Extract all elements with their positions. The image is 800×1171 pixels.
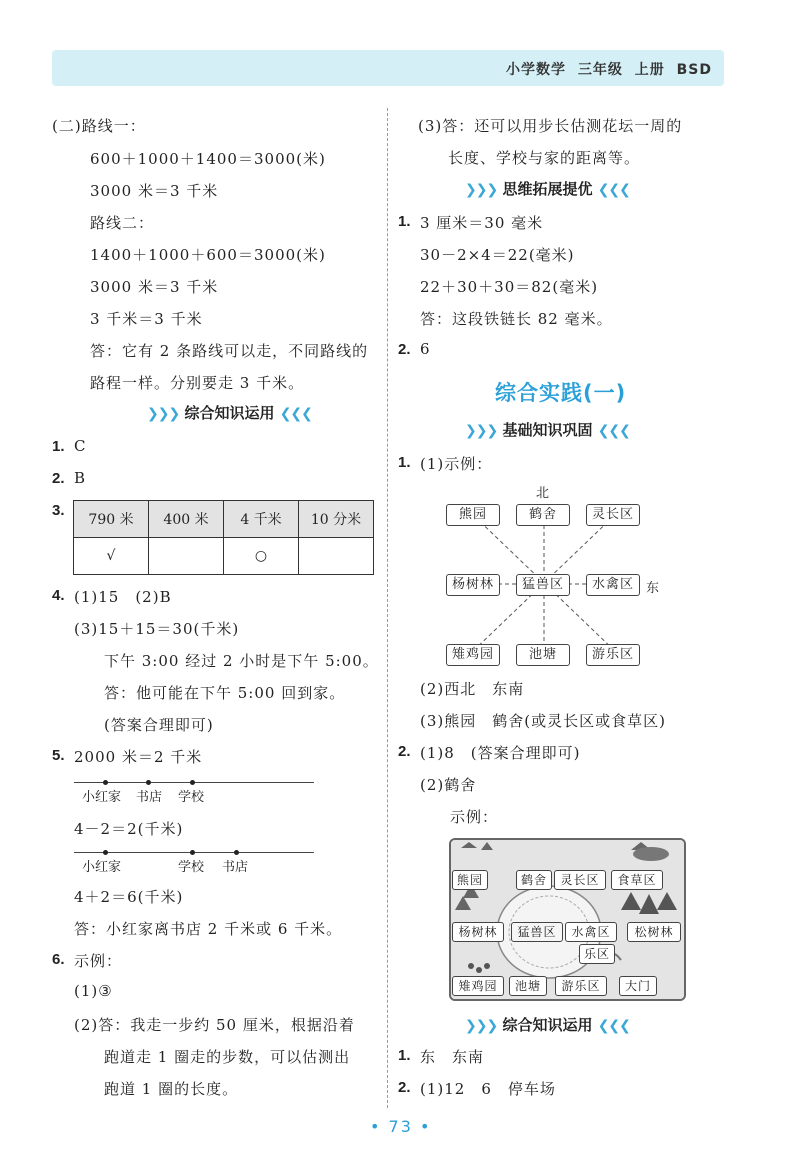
- q6-line3: (2)答：我走一步约 50 厘米，根据沿着: [74, 1016, 355, 1034]
- section-title-text: 综合知识运用: [184, 404, 275, 422]
- s3-q1-number: 1.: [398, 1047, 411, 1064]
- map-label: 大门: [619, 976, 657, 996]
- s1-q1-number: 1.: [398, 213, 411, 230]
- arrow-left-icon: ❮❮❮: [279, 406, 312, 422]
- grid-box: 灵长区: [586, 504, 640, 526]
- q4-line4: 答：他可能在下午 5:00 回到家。: [104, 684, 346, 702]
- grid-box: 杨树林: [446, 574, 500, 596]
- map-label: 鹤舍: [516, 870, 552, 890]
- s3-q2-answer: (1)12 6 停车场: [420, 1080, 556, 1098]
- compass-east: 东: [646, 581, 660, 596]
- header-subject: 小学数学: [506, 62, 566, 78]
- s2-q2-line1: (1)8 (答案合理即可): [420, 744, 581, 762]
- grid-box: 猛兽区: [516, 574, 570, 596]
- table-header: 400 米: [149, 501, 224, 538]
- q6-number: 6.: [52, 951, 65, 968]
- q2-answer: B: [74, 469, 87, 487]
- line1-label: 小红家: [82, 790, 122, 805]
- section-title-left: [147, 402, 312, 423]
- s1-q2-answer: 6: [420, 340, 431, 358]
- header-edition: BSD: [676, 62, 712, 78]
- map-label: 猛兽区: [511, 922, 563, 942]
- q5-line2: 4－2＝2(千米): [74, 820, 184, 838]
- section-title-text: 思维拓展提优: [502, 180, 593, 198]
- s2-q1-number: 1.: [398, 454, 411, 471]
- section-title-right-3: [465, 1014, 630, 1035]
- table-cell: ○: [224, 538, 299, 575]
- s2-q1-line3: (3)熊园 鹤舍(或灵长区或食草区): [420, 712, 666, 730]
- q6-line2: (1)③: [74, 982, 113, 1000]
- map-label: 食草区: [611, 870, 663, 890]
- s3-q2-number: 2.: [398, 1079, 411, 1096]
- route1-eq2: 3000 米＝3 千米: [90, 182, 219, 200]
- table-cell: √: [74, 538, 149, 575]
- table-cell: [299, 538, 374, 575]
- answer-table: [73, 500, 374, 575]
- grid-box: 鹤舍: [516, 504, 570, 526]
- s1-q1-line3: 22＋30＋30＝82(毫米): [420, 278, 599, 296]
- q1-answer: C: [74, 437, 87, 455]
- header-bar: [52, 50, 724, 86]
- s1-q1-line2: 30－2×4＝22(毫米): [420, 246, 575, 264]
- table-header: 10 分米: [299, 501, 374, 538]
- point-marker: [103, 780, 108, 785]
- line2-label: 小红家: [82, 860, 122, 875]
- s1-q1-line4: 答：这段铁链长 82 毫米。: [420, 310, 613, 328]
- page-number: • 73 •: [370, 1117, 432, 1136]
- compass-north: 北: [536, 486, 550, 501]
- q5-line4: 答：小红家离书店 2 千米或 6 千米。: [74, 920, 343, 938]
- grid-box: 雉鸡园: [446, 644, 500, 666]
- route2-eq3: 3 千米＝3 千米: [90, 310, 203, 328]
- q5-number: 5.: [52, 747, 65, 764]
- right-top-line2: 长度、学校与家的距离等。: [448, 149, 641, 167]
- route2-label: 路线二：: [90, 214, 155, 232]
- arrow-left-icon: ❮❮❮: [597, 423, 630, 439]
- arrow-right-icon: ❯❯❯: [465, 1018, 498, 1034]
- q4-number: 4.: [52, 587, 65, 604]
- map-label: 游乐区: [555, 976, 607, 996]
- zoo-map: [449, 838, 686, 1001]
- q6-line5: 跑道 1 圈的长度。: [104, 1080, 239, 1098]
- chapter-title: 综合实践(一): [495, 381, 627, 405]
- s2-q2-number: 2.: [398, 743, 411, 760]
- s3-q1-answer: 东 东南: [420, 1048, 485, 1066]
- map-label: 灵长区: [554, 870, 606, 890]
- grid-box: 熊园: [446, 504, 500, 526]
- arrow-right-icon: ❯❯❯: [465, 423, 498, 439]
- map-label: 雉鸡园: [452, 976, 504, 996]
- point-marker: [190, 850, 195, 855]
- section-title-text: 基础知识巩固: [502, 421, 593, 439]
- route2-eq2: 3000 米＝3 千米: [90, 278, 219, 296]
- section-title-right-1: [465, 178, 630, 199]
- map-label: 水禽区: [565, 922, 617, 942]
- grid-box: 水禽区: [586, 574, 640, 596]
- line2-label: 书店: [222, 860, 249, 875]
- s2-q2-line2: (2)鹤舍: [420, 776, 477, 794]
- s2-q2-line3: 示例：: [450, 808, 499, 826]
- arrow-left-icon: ❮❮❮: [597, 182, 630, 198]
- map-label: 乐区: [579, 944, 615, 964]
- answer-line2: 路程一样。分别要走 3 千米。: [90, 374, 305, 392]
- q3-number: 3.: [52, 502, 65, 519]
- arrow-right-icon: ❯❯❯: [465, 182, 498, 198]
- q5-line3: 4＋2＝6(千米): [74, 888, 184, 906]
- q2-number: 2.: [52, 470, 65, 487]
- right-top-line1: (3)答：还可以用步长估测花坛一周的: [418, 117, 683, 135]
- s1-q1-line1: 3 厘米＝30 毫米: [420, 214, 544, 232]
- q6-line4: 跑道走 1 圈走的步数，可以估测出: [104, 1048, 351, 1066]
- grid-box: 游乐区: [586, 644, 640, 666]
- header-volume: 上册: [634, 62, 665, 78]
- line2-label: 学校: [178, 860, 205, 875]
- q4-line1: (1)15 (2)B: [74, 588, 172, 606]
- route1-label: (二)路线一：: [52, 117, 146, 135]
- section-title-right-2: [465, 419, 630, 440]
- answer-line1: 答：它有 2 条路线可以走，不同路线的: [90, 342, 369, 360]
- s2-q1-line2: (2)西北 东南: [420, 680, 525, 698]
- map-label: 杨树林: [452, 922, 504, 942]
- route2-eq1: 1400＋1000＋600＝3000(米): [90, 246, 326, 264]
- point-marker: [103, 850, 108, 855]
- header-grade: 三年级: [577, 62, 623, 78]
- grid-box: 池塘: [516, 644, 570, 666]
- line1-label: 学校: [178, 790, 205, 805]
- table-cell: [149, 538, 224, 575]
- map-label: 熊园: [452, 870, 488, 890]
- s1-q2-number: 2.: [398, 341, 411, 358]
- s2-q1-line1: (1)示例：: [420, 455, 493, 473]
- point-marker: [234, 850, 239, 855]
- line1-label: 书店: [136, 790, 163, 805]
- q1-number: 1.: [52, 438, 65, 455]
- route1-eq1: 600＋1000＋1400＝3000(米): [90, 150, 326, 168]
- arrow-left-icon: ❮❮❮: [597, 1018, 630, 1034]
- point-marker: [146, 780, 151, 785]
- table-header: 4 千米: [224, 501, 299, 538]
- q4-line5: (答案合理即可): [104, 716, 214, 734]
- q5-line1: 2000 米＝2 千米: [74, 748, 203, 766]
- table-header: 790 米: [74, 501, 149, 538]
- q4-line3: 下午 3:00 经过 2 小时是下午 5:00。: [104, 652, 379, 670]
- arrow-right-icon: ❯❯❯: [147, 406, 180, 422]
- q4-line2: (3)15＋15＝30(千米): [74, 620, 240, 638]
- point-marker: [190, 780, 195, 785]
- column-divider: [387, 108, 388, 1108]
- map-label: 松树林: [627, 922, 681, 942]
- map-label: 池塘: [509, 976, 547, 996]
- q6-line1: 示例：: [74, 952, 123, 970]
- header-text: [506, 59, 712, 79]
- section-title-text: 综合知识运用: [502, 1016, 593, 1034]
